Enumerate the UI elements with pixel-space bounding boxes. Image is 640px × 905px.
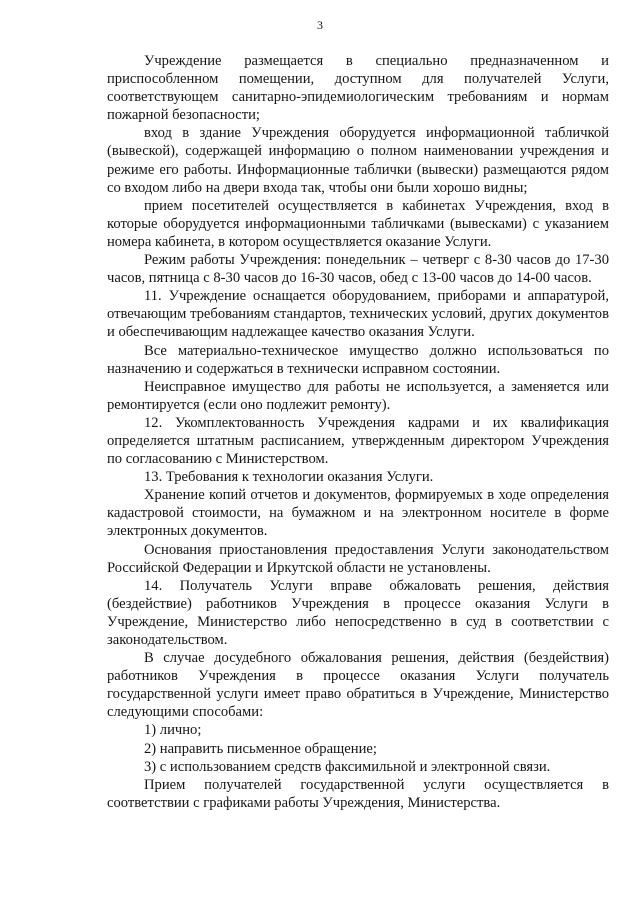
paragraph-section-11: 11. Учреждение оснащается оборудованием, приборами и аппаратурой, отвечающим требованиям стандартов, технических условий, других документов и обеспечивающим надлежащее качество оказания Услуги. bbox=[107, 288, 609, 341]
list-item-in-person: 1) лично; bbox=[144, 722, 202, 739]
paragraph-property-use: Все материально-техническое имущество должно использоваться по назначению и содержаться в технически исправном состоянии. bbox=[107, 342, 609, 377]
paragraph-faulty-property: Неисправное имущество для работы не используется, а заменяется или ремонтируется (если оно подлежит ремонту). bbox=[107, 378, 609, 413]
page-number: 3 bbox=[317, 18, 323, 32]
list-item-electronic: 3) с использованием средств факсимильной и электронной связи. bbox=[144, 758, 551, 775]
paragraph-reception-schedule: Прием получателей государственной услуги осуществляется в соответствии с графиками работы Учреждения, Министерства. bbox=[107, 776, 609, 811]
list-item-written: 2) направить письменное обращение; bbox=[144, 740, 377, 757]
paragraph-premises: Учреждение размещается в специально предназначенном и приспособленном помещении, доступном для получателей Услуги, соответствующем санитарно-эпидемиологическим требованиям и нормам пожарной безопасности; bbox=[107, 53, 609, 124]
paragraph-suspension: Основания приостановления предоставления Услуги законодательством Российской Федерации и Иркутской области не установлены. bbox=[107, 541, 609, 576]
paragraph-office-signs: прием посетителей осуществляется в кабинетах Учреждения, вход в которые оборудуется информационными табличками (вывесками) с указанием номера кабинета, в котором осуществляется оказание Услуги. bbox=[107, 197, 609, 250]
paragraph-entrance-sign: вход в здание Учреждения оборудуется информационной табличкой (вывеской), содержащей информацию о полном наименовании учреждения и режиме его работы. Информационные таблички (вывески) размещаются рядом со входом либо на двери входа так, чтобы они были хорошо видны; bbox=[107, 125, 609, 196]
paragraph-pretrial-appeal: В случае досудебного обжалования решения, действия (бездействия) работников Учреждения в процессе оказания Услуги получатель государственной услуги имеет право обратиться в Учреждение, Министерство следующими способами: bbox=[107, 650, 609, 721]
paragraph-working-hours: Режим работы Учреждения: понедельник – четверг с 8-30 часов до 17-30 часов, пятница с 8-30 часов до 16-30 часов, обед с 13-00 часов до 14-00 часов. bbox=[107, 252, 609, 287]
paragraph-section-12: 12. Укомплектованность Учреждения кадрами и их квалификация определяется штатным расписанием, утвержденным директором Учреждения по согласованию с Министерством. bbox=[107, 414, 609, 468]
paragraph-storage: Хранение копий отчетов и документов, формируемых в ходе определения кадастровой стоимости, на бумажном и на электронном носителе в форме электронных документов. bbox=[107, 487, 609, 540]
paragraph-section-13: 13. Требования к технологии оказания Услуги. bbox=[144, 469, 434, 486]
paragraph-section-14: 14. Получатель Услуги вправе обжаловать решения, действия (бездействие) работников Учреждения в процессе оказания Услуги в Учреждение, Министерство либо непосредственно в суд в соответствии с законодательством. bbox=[107, 577, 609, 648]
document-body bbox=[107, 52, 609, 812]
